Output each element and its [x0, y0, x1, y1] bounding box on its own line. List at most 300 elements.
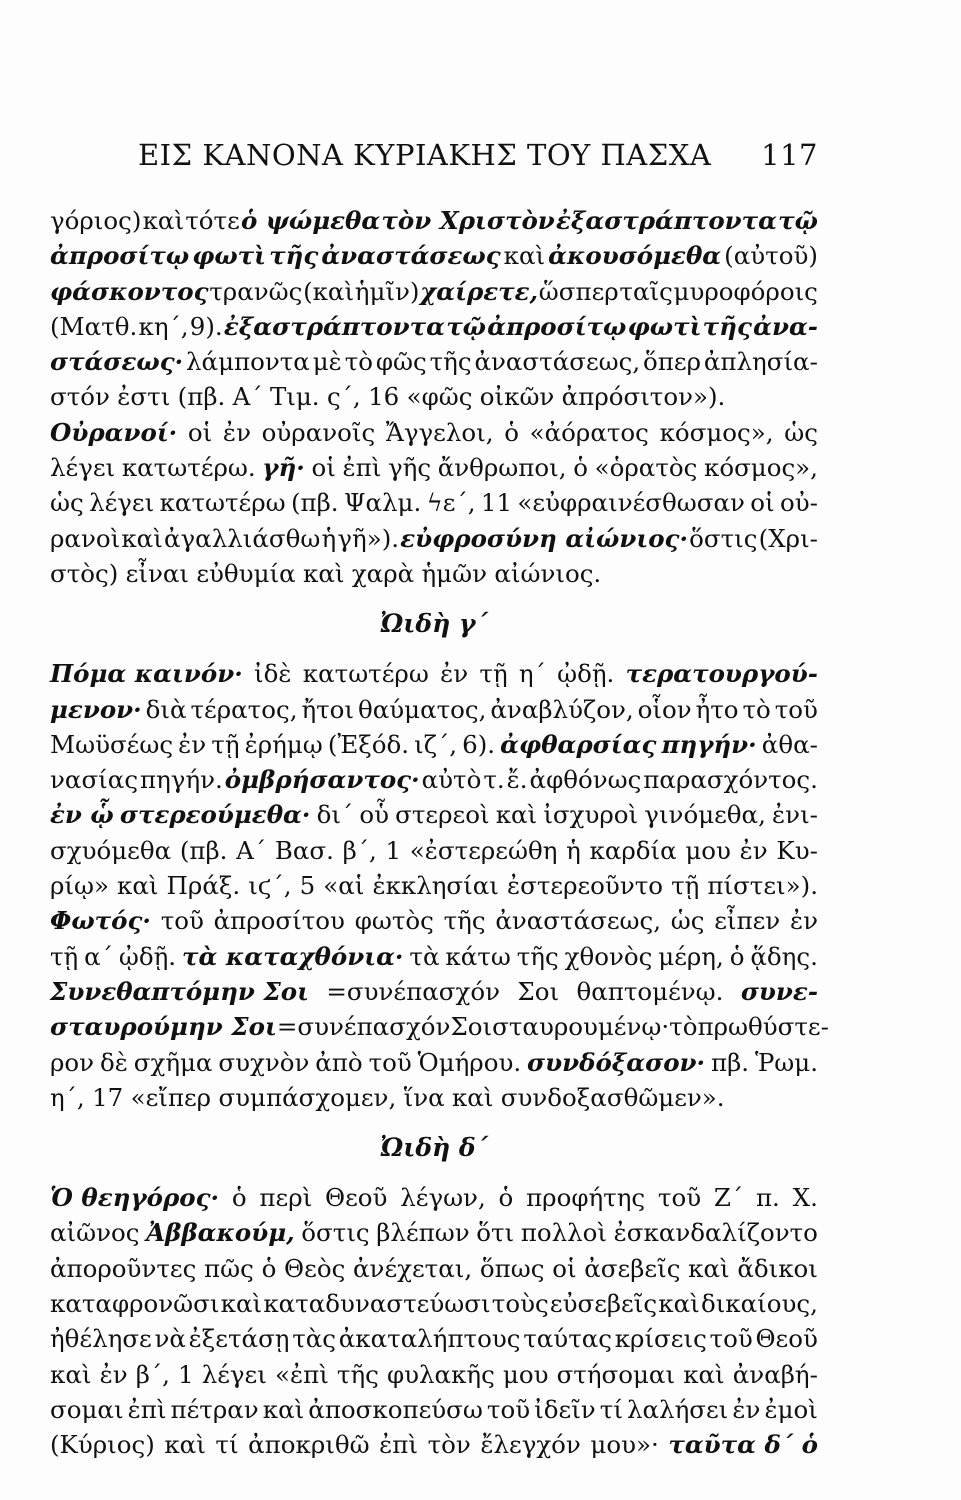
emphasized-term: Οὐρανοί· — [50, 417, 178, 447]
word: γῆς — [388, 453, 432, 483]
word: β΄, — [342, 835, 377, 865]
word: συχνὸν — [218, 1047, 310, 1077]
ode-3-commentary — [50, 656, 829, 1115]
emphasized-term: ἀφθαρσίας — [500, 729, 657, 759]
word: Ἄγγελοι, — [385, 417, 494, 447]
word: =συνέπασχόν — [326, 976, 500, 1006]
word: λέγει — [201, 1359, 267, 1389]
word: τῇ — [50, 941, 79, 971]
word: σταυρουμένῳ· — [492, 1012, 670, 1042]
word: ἀγαλλιάσθω — [163, 523, 321, 553]
word: 17 — [92, 1082, 124, 1112]
word: Ὁμήρου. — [417, 1047, 522, 1077]
word: Ψαλμ. — [343, 488, 422, 518]
word: καὶ — [303, 558, 345, 588]
word: Κυ- — [776, 835, 818, 865]
word: 11 — [480, 488, 513, 518]
text-line — [50, 450, 818, 485]
word: οἱ — [187, 417, 213, 447]
word: ιζ΄, — [414, 729, 458, 759]
text-line — [50, 274, 818, 309]
emphasized-term: πηγήν· — [661, 729, 757, 759]
word: Σοι — [450, 1012, 493, 1042]
word: σχυόμεθα — [50, 835, 172, 865]
word: οἱ — [552, 1253, 577, 1283]
emphasized-term: συνε- — [740, 976, 818, 1006]
word: νασίας — [50, 765, 139, 795]
text-line — [50, 1251, 818, 1286]
running-title: ΕΙΣ ΚΑΝΟΝΑ ΚΥΡΙΑΚΗΣ ΤΟΥ ΠΑΣΧΑ — [138, 138, 712, 172]
word: «ὁρατὸς — [594, 453, 698, 483]
word: Μωϋσέως — [50, 729, 174, 759]
emphasized-term: στάσεως· — [50, 347, 184, 377]
word: διὰ — [145, 694, 187, 724]
word: «εὐφραινέσθωσαν — [517, 488, 745, 518]
word: Θεοῦ — [755, 1324, 818, 1354]
emphasized-term: τῷ — [446, 311, 486, 341]
word: ὁ — [261, 1253, 277, 1283]
word: ἐνι- — [772, 800, 818, 830]
emphasized-term: εὐφροσύνη αἰώνιος· — [400, 523, 688, 553]
word: καὶ — [495, 800, 538, 830]
word: πβ. — [710, 1047, 750, 1077]
word: (Ματθ. — [50, 311, 138, 341]
word: 1 — [178, 1359, 194, 1389]
word: καὶ — [688, 1253, 730, 1283]
word: ἀνέχεται, — [353, 1253, 473, 1283]
text-line — [50, 1080, 818, 1115]
text-line — [50, 1215, 818, 1250]
word: «φῶς — [406, 382, 473, 412]
word: μὲ — [312, 347, 342, 377]
word: περὶ — [259, 1183, 313, 1213]
emphasized-term: ἐξαστράπτοντα — [223, 311, 445, 341]
word: τῆς — [429, 347, 472, 377]
word: τοῦ — [160, 906, 204, 936]
word: τὰ — [409, 941, 440, 971]
emphasized-term: τῆς — [702, 311, 752, 341]
word: κάτω — [445, 941, 511, 971]
word: ἀσεβεῖς — [584, 1253, 681, 1283]
word: εἶναι — [125, 558, 189, 588]
text-line — [50, 727, 818, 762]
word: κόσμος», — [704, 453, 818, 483]
word: ἡ — [321, 523, 337, 553]
word: θαύματος, — [357, 694, 487, 724]
word: στήσομαι — [556, 1359, 676, 1389]
word: ἐν — [440, 659, 469, 689]
text-line — [50, 656, 818, 691]
word: ὁ — [231, 1183, 247, 1213]
word: σομαι — [50, 1394, 124, 1424]
emphasized-term: ἐν ᾧ — [50, 800, 114, 830]
word: προφήτης — [526, 1183, 646, 1213]
word: ὥσπερ — [538, 276, 619, 306]
word: ρίῳ» — [50, 871, 109, 901]
word: καρδία — [589, 835, 677, 865]
word: «αἱ — [323, 871, 365, 901]
word: κόσμος», — [659, 417, 774, 447]
word: ᾅδης. — [750, 941, 818, 971]
word: καὶ — [50, 1359, 92, 1389]
word: 9). — [189, 311, 223, 341]
text-line — [50, 1286, 818, 1321]
word: κατωτέρω — [159, 488, 286, 518]
word: καὶ — [220, 1289, 263, 1319]
word: ὅπερ — [643, 347, 701, 377]
word: τοῦ — [486, 1394, 531, 1424]
word: στὸς) — [50, 558, 119, 588]
word: τότε — [185, 206, 240, 235]
word: ἐπὶ — [127, 1394, 167, 1424]
word: «ἐστερεώθη — [409, 835, 558, 865]
word: μου — [502, 1359, 549, 1389]
word: η΄, — [50, 1082, 85, 1112]
word: μου — [685, 835, 731, 865]
text-line — [50, 344, 818, 379]
word: ἐστερεοῦντο — [506, 871, 664, 901]
word: ὅτι — [476, 1218, 515, 1248]
word: η΄ — [518, 659, 546, 689]
word: Θεὸς — [284, 1253, 346, 1283]
word: τοῦ — [709, 1324, 753, 1354]
text-line — [50, 1180, 818, 1215]
word: καὶ — [451, 1082, 494, 1112]
word: τῆς — [336, 1359, 379, 1389]
text-line — [50, 797, 818, 832]
word: ὁ — [729, 941, 745, 971]
word: ἐρήμῳ — [244, 729, 323, 759]
word: στόν — [50, 382, 110, 412]
word: τὸ — [742, 694, 771, 724]
text-line — [50, 1427, 818, 1462]
word: στερεοὶ — [395, 800, 490, 830]
word: λέγει — [89, 488, 155, 518]
word: πῶς — [204, 1253, 254, 1283]
word: Πράξ. — [166, 871, 241, 901]
word: εὐσεβεῖς — [549, 1289, 658, 1319]
text-line — [50, 415, 818, 450]
word: φωτὸς — [354, 906, 434, 936]
ode-heading: Ὠιδὴ γ΄ — [380, 609, 488, 639]
word: ἀναστάσεως, — [495, 906, 662, 936]
text-line — [50, 1392, 818, 1427]
text-line — [50, 309, 818, 344]
word: π. — [755, 1183, 780, 1213]
word: 16 — [368, 382, 400, 412]
word: α΄ — [84, 941, 113, 971]
word: ἰδεῖν — [534, 1394, 596, 1424]
emphasized-term: φωτὶ — [627, 311, 702, 341]
word: τῇ — [479, 659, 508, 689]
word: (αὐτοῦ) — [724, 241, 818, 271]
word: ἀκαταλήπτους — [338, 1324, 521, 1354]
word: ἐν — [739, 835, 768, 865]
word: πηγήν. — [140, 765, 223, 795]
word: καὶ — [142, 206, 185, 235]
word: γόριος) — [50, 206, 142, 235]
word: Τιμ. — [269, 382, 320, 412]
word: ἀποσκοπεύσω — [308, 1394, 483, 1424]
word: λέγει — [50, 453, 116, 483]
word: ἐν — [732, 1394, 761, 1424]
word: κατωτέρω. — [121, 453, 256, 483]
word: πέτραν — [170, 1394, 259, 1424]
word: τῇ — [671, 871, 700, 901]
emphasized-term: τερατουργού- — [625, 659, 818, 689]
word: πολλοὶ — [520, 1218, 608, 1248]
emphasized-term: ἀπροσίτῳ — [50, 241, 190, 271]
word: δι΄ — [316, 800, 354, 830]
word: ὅπως — [479, 1253, 545, 1283]
word: Α΄ — [232, 382, 263, 412]
word: ρον — [50, 1047, 95, 1077]
emphasized-term: μενον· — [50, 694, 142, 724]
word: οἱ — [311, 453, 336, 483]
text-line — [50, 692, 818, 727]
emphasized-term: συνδόξασον· — [527, 1047, 706, 1077]
emphasized-term: φάσκοντος — [50, 276, 209, 306]
word: ἐμοὶ — [764, 1394, 818, 1424]
word: ἐν — [99, 1359, 128, 1389]
text-line — [50, 762, 818, 797]
word: φῶς — [375, 347, 427, 377]
word: ἡμῖν) — [354, 276, 420, 306]
emphasized-term: τῷ — [778, 206, 818, 235]
word: (πβ. — [290, 488, 339, 518]
word: ρανοὶ — [50, 523, 121, 553]
word: ϟε΄, — [426, 488, 476, 518]
word: ἀναβή- — [732, 1359, 818, 1389]
word: οὐρανοῖς — [261, 417, 376, 447]
text-line — [50, 833, 818, 868]
word: τῆς — [443, 906, 486, 936]
text-line — [50, 203, 818, 238]
word: ἰδὲ — [254, 659, 292, 689]
word: ἐσκανδαλίζοντο — [613, 1218, 818, 1248]
word: τ. — [483, 765, 505, 795]
text-line — [50, 903, 818, 938]
word: καὶ — [164, 1430, 206, 1460]
word: δικαίους, — [700, 1289, 818, 1319]
word: οὐ- — [780, 488, 818, 518]
word: πρωθύστε- — [697, 1012, 829, 1042]
word: ἤτοι — [301, 694, 355, 724]
word: ἄνθρωποι, — [437, 453, 567, 483]
word: ὅστις — [689, 523, 758, 553]
word: «εἴπερ — [130, 1082, 212, 1112]
word: χθονὸς — [564, 941, 653, 971]
word: οἰκῶν — [479, 382, 555, 412]
emphasized-term: γῆ· — [262, 453, 305, 483]
word: 5 — [299, 871, 316, 901]
emphasized-term: ἐξαστράπτοντα — [555, 206, 778, 235]
word: τρανῶς — [209, 276, 303, 306]
word: Ζ΄ — [713, 1183, 744, 1213]
word: πίστει»). — [707, 871, 818, 901]
word: ἀναστάσεως, — [474, 347, 641, 377]
word: ς΄, — [326, 382, 361, 412]
text-line — [50, 521, 818, 556]
word: εἶπεν — [714, 906, 781, 936]
word: ἰσχυροὶ — [543, 800, 639, 830]
ode-4-commentary — [50, 1180, 818, 1462]
word: ταύτας — [523, 1324, 613, 1354]
emphasized-term: ἀπροσίτῳ — [487, 311, 627, 341]
emphasized-term: ἀκουσόμεθα — [548, 241, 722, 271]
word: καταδυναστεύωσι — [263, 1289, 491, 1319]
word: λέγων, — [400, 1183, 486, 1213]
word: τὰς — [292, 1324, 337, 1354]
word: ἀπρόσιτον»). — [561, 382, 726, 412]
word: ὁ — [573, 453, 588, 483]
word: ἀπὸ — [315, 1047, 363, 1077]
emphasized-term: χαίρετε, — [420, 276, 539, 306]
word: μυροφόροις — [673, 276, 818, 306]
emphasized-term: στερεούμεθα· — [119, 800, 311, 830]
word: Σοι — [517, 976, 560, 1006]
text-line — [50, 556, 818, 591]
word: τὸ — [669, 1012, 698, 1042]
word: ἀποροῦντες — [50, 1253, 197, 1283]
word: τοῦ — [657, 1183, 702, 1213]
running-header — [138, 138, 818, 172]
word: «ἀόρατος — [529, 417, 649, 447]
emphasized-term: Συνεθαπτόμην Σοι — [50, 976, 309, 1006]
word: παρασχόντος. — [643, 765, 818, 795]
word: ἀθα- — [761, 729, 818, 759]
word: ἐν — [789, 906, 818, 936]
word: ᾠδῇ. — [118, 941, 177, 971]
emphasized-term: ἀνα- — [753, 311, 818, 341]
word: ἀποκριθῶ — [248, 1430, 370, 1460]
emphasized-term: τῆς — [269, 241, 319, 271]
word: 1 — [385, 835, 402, 865]
word: λάμποντα — [186, 347, 310, 377]
emphasized-term: ὁ ψώμεθα — [240, 206, 381, 235]
word: ἵνα — [403, 1082, 445, 1112]
text-line — [50, 939, 818, 974]
word: ἀναβλύζον, — [490, 694, 634, 724]
word: κη΄, — [138, 311, 189, 341]
word: καταφρονῶσι — [50, 1289, 220, 1319]
word: ἐπὶ — [342, 453, 382, 483]
emphasized-term: Ὁ θεηγόρος· — [50, 1183, 220, 1213]
word: φυλακῆς — [386, 1359, 495, 1389]
word: μου»· — [590, 1430, 659, 1460]
text-line — [50, 1009, 829, 1044]
word: κατωτέρω — [302, 659, 429, 689]
emphasized-term: ταῦτα δ΄ ὁ — [668, 1430, 818, 1460]
word: ὡς — [50, 488, 84, 518]
word: ἠθέλησε — [50, 1324, 152, 1354]
word: δὲ — [99, 1047, 128, 1077]
word: ἐν — [178, 729, 207, 759]
text-line — [50, 1321, 818, 1356]
emphasized-term: σταυρούμην Σοι — [50, 1012, 277, 1042]
word: τί — [215, 1430, 239, 1460]
paragraph-2 — [50, 415, 818, 591]
text-line — [50, 379, 818, 414]
word: σχῆμα — [133, 1047, 213, 1077]
word: (πβ. — [177, 382, 226, 412]
word: τοὺς — [491, 1289, 549, 1319]
word: ἀπροσίτου — [213, 906, 345, 936]
emphasized-term: Πόμα καινόν· — [50, 659, 243, 689]
text-line — [50, 974, 818, 1009]
emphasized-term: ἀναστάσεως — [321, 241, 501, 271]
page-body — [50, 203, 829, 1463]
word: =συνέπασχόν — [276, 1012, 451, 1042]
word: ἄδικοι — [737, 1253, 818, 1283]
word: ὁ — [504, 417, 519, 447]
word: οὗ — [359, 800, 389, 830]
word: (Ἐξόδ. — [327, 729, 410, 759]
word: καὶ — [683, 1359, 725, 1389]
word: καὶ — [121, 523, 163, 553]
word: αὐτὸ — [421, 765, 482, 795]
word: (πβ. — [179, 835, 228, 865]
word: ὁ — [498, 1183, 514, 1213]
emphasized-term: τὰ καταχθόνια· — [182, 941, 404, 971]
text-line — [50, 238, 818, 273]
word: ἐστι — [117, 382, 171, 412]
emphasized-term: Φωτός· — [50, 906, 151, 936]
emphasized-term: ὀμβρήσαντος· — [224, 765, 420, 795]
word: τῆς — [516, 941, 559, 971]
word: ἔλεγχόν — [480, 1430, 581, 1460]
word: ὅστις — [301, 1218, 370, 1248]
word: (Χρι- — [758, 523, 818, 553]
word: Α΄ — [236, 835, 267, 865]
word: ᾠδῇ. — [557, 659, 615, 689]
word: 6). — [462, 729, 496, 759]
word: τὸ — [344, 347, 373, 377]
word: καὶ — [117, 871, 159, 901]
word: Ῥωμ. — [754, 1047, 818, 1077]
word: συμπάσχομεν, — [218, 1082, 397, 1112]
word: τέρατος, — [190, 694, 298, 724]
word: ιϛ΄, — [248, 871, 292, 901]
word: (καὶ — [303, 276, 355, 306]
word: Χ. — [792, 1183, 818, 1213]
word: ἐξετάσῃ — [188, 1324, 290, 1354]
page-number: 117 — [761, 138, 818, 172]
word: ἔ. — [506, 765, 528, 795]
word: ἀφθόνως — [529, 765, 642, 795]
word: ἡμῶν — [421, 558, 487, 588]
word: ὡς — [784, 417, 818, 447]
word: τοῦ — [368, 1047, 412, 1077]
word: λαλήσει — [626, 1394, 729, 1424]
word: καὶ — [503, 241, 546, 271]
word: οἷον — [637, 694, 692, 724]
text-line — [50, 1045, 818, 1080]
word: καὶ — [658, 1289, 700, 1319]
paragraph-1 — [50, 203, 818, 415]
word: ἐκκλησίαι — [372, 871, 499, 901]
word: ταῖς — [619, 276, 673, 306]
word: «ἐπὶ — [274, 1359, 329, 1389]
word: αἰώνιος. — [494, 558, 602, 588]
word: οἱ — [750, 488, 775, 518]
word: Βασ. — [274, 835, 334, 865]
word: τῇ — [211, 729, 240, 759]
word: τὸν — [427, 1430, 471, 1460]
text-line — [50, 485, 818, 520]
word: (Κύριος) — [50, 1430, 155, 1460]
text-line — [50, 868, 818, 903]
